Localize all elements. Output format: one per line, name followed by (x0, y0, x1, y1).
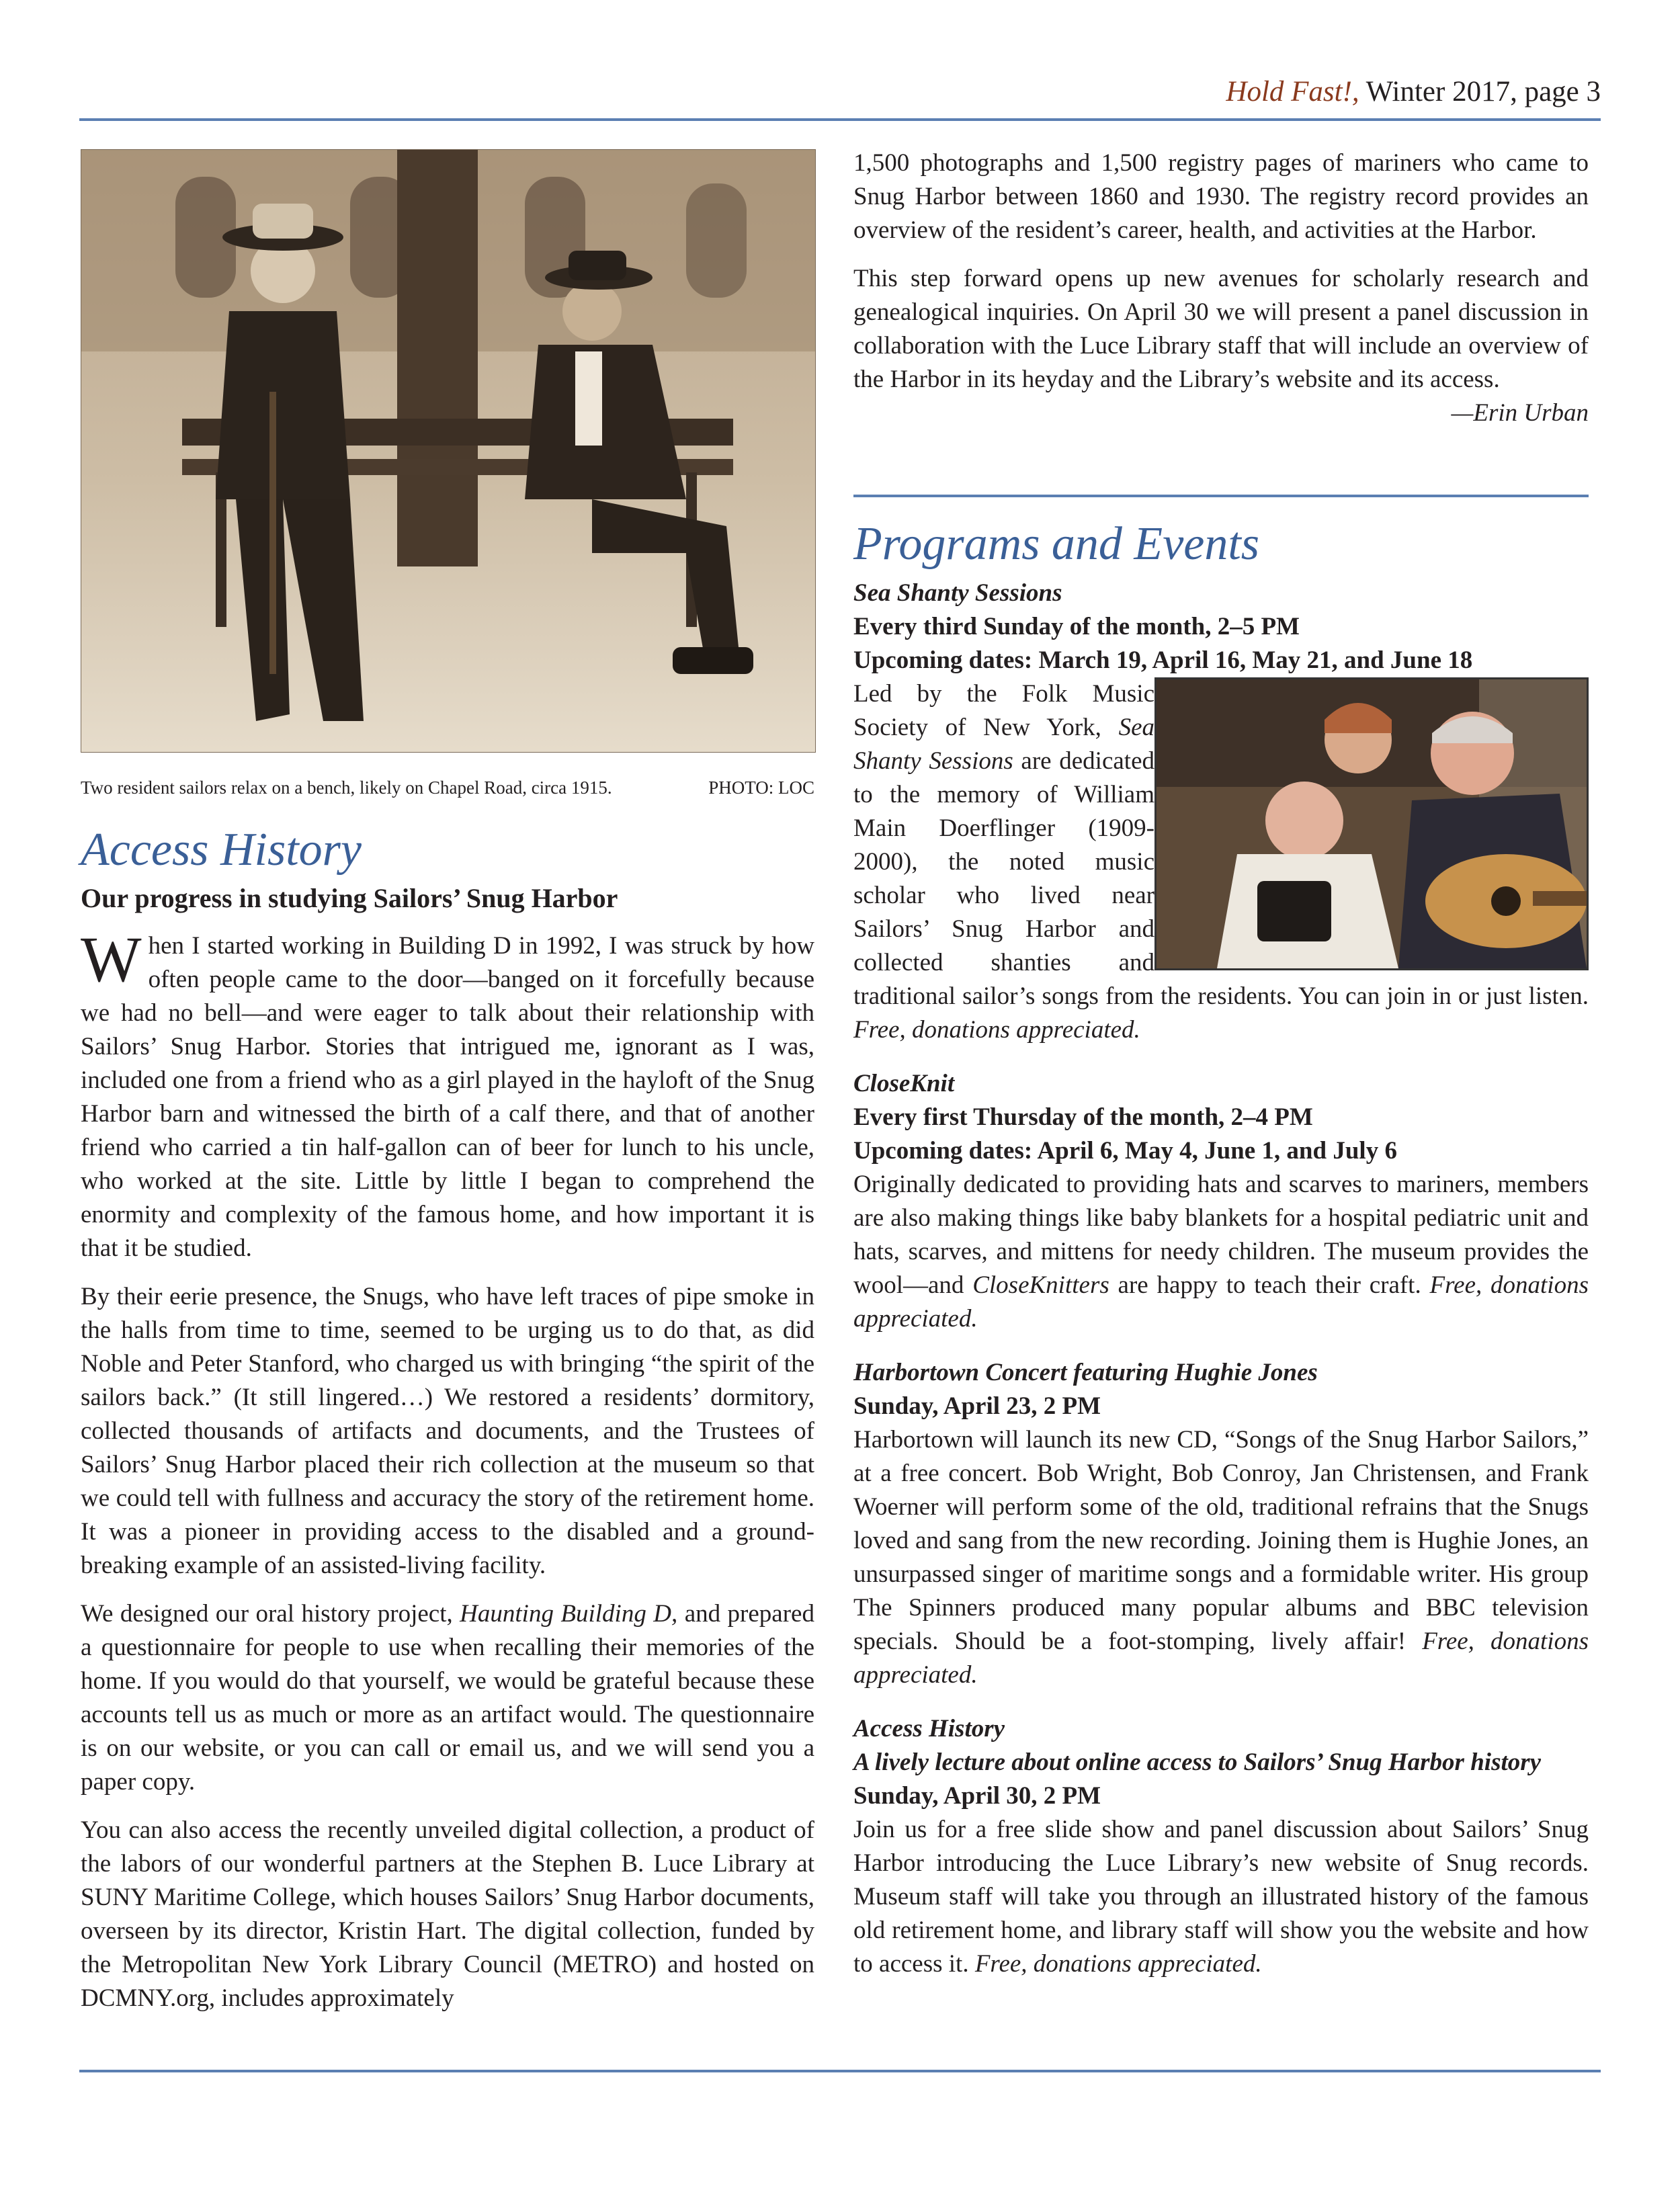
event-schedule: Every first Thursday of the month, 2–4 PM (853, 1103, 1313, 1131)
event-name: Sea Shanty Sessions (853, 579, 1062, 607)
event-description: Join us for a free slide show and panel discussion about Sailors’ Snug Harbor introducing the Luce Library’s new website of Snug records. Museum staff will take you through an illustrated history of the famous old retirement home, and library staff will show you the website and how to access it. Free, donations appreciated. (853, 1816, 1589, 1978)
access-history-title: Access History (81, 824, 362, 876)
photo-credit: PHOTO: LOC (708, 777, 814, 798)
event-dates: Upcoming dates: April 6, May 4, June 1, and July 6 (853, 1137, 1397, 1165)
section-rule (853, 495, 1589, 497)
publication-name: Hold Fast!, (1226, 76, 1359, 108)
programs-section (853, 517, 1589, 2001)
event-name: Harbortown Concert featuring Hughie Jones (853, 1359, 1318, 1386)
footer-rule (79, 2070, 1601, 2072)
event-subtitle: A lively lecture about online access to Sailors’ Snug Harbor history (853, 1749, 1542, 1776)
event-description: Led by the Folk Music Society of New York, Sea Shanty Sessions are dedicated to the memory of William Main Doerflinger (1909-2000), the noted music scholar who lived near Sailors’ Snug Harbor and collected shanties and traditional sailor’s songs from the residents. You can join in or just listen. Free, donations appreciated. (853, 680, 1589, 1044)
event-description: Harbortown will launch its new CD, “Songs of the Snug Harbor Sailors,” at a free concert. Bob Wright, Bob Conroy, Jan Christensen, and Frank Woerner will perform some of the old, traditional refrains that the Snugs loved and sang from the new recording. Joining them is Hughie Jones, an unsurpassed singer of maritime songs and a formidable writer. His group The Spinners produced many popular albums and BBC television specials. Should be a foot-stomping, lively affair! Free, donations appreciated. (853, 1426, 1589, 1689)
event-sea-shanty (853, 577, 1589, 1047)
access-history-article (81, 823, 814, 2030)
musicians-photo (1154, 677, 1589, 970)
programs-title: Programs and Events (853, 518, 1260, 570)
photo-caption: Two resident sailors relax on a bench, likely on Chapel Road, circa 1915. (81, 777, 612, 798)
paragraph-4: You can also access the recently unveiled digital collection, a product of the labors of our wonderful partners at the Stephen B. Luce Library at SUNY Maritime College, which houses Sailors’ Snug Harbor documents, overseen by its director, Kristin Hart. The digital collection, funded by the Metropolitan New York Library Council (METRO) and hosted on DCMNY.org, includes approximately (81, 1816, 814, 2012)
photo-caption-row (81, 776, 814, 799)
sailors-bench-photo (81, 149, 816, 753)
paragraph-2: By their eerie presence, the Snugs, who have left traces of pipe smoke in the halls from time to time, seemed to be urging us to do that, as did Noble and Peter Stanford, who charged us with bringing “the spirit of the sailors back.” (It still lingered…) We restored a residents’ dormitory, collected thousands of artifacts and documents, and the Trustees of Sailors’ Snug Harbor placed their rich collection at the museum so that we could tell with fullness and accuracy the story of the retirement home. It was a pioneer in providing access to the disabled and a ground-breaking example of an assisted-living facility. (81, 1283, 814, 1579)
event-description: Originally dedicated to providing hats and scarves to mariners, members are also making things like baby blankets for a hospital pediatric unit and hats, scarves, and mittens for needy children. The museum provides the wool—and CloseKnitters are happy to teach their craft. Free, donations appreciated. (853, 1171, 1589, 1333)
event-name: Access History (853, 1715, 1005, 1742)
access-history-continued (853, 146, 1589, 430)
event-schedule: Sunday, April 23, 2 PM (853, 1392, 1101, 1420)
issue-info: Winter 2017, page 3 (1359, 76, 1601, 108)
drop-cap: W (81, 923, 142, 995)
paragraph-1: When I started working in Building D in 1992, I was struck by how often people came to the door—banged on it forcefully because we had no bell—and were eager to talk about their relationship with Sailors’ Snug Harbor. Stories that intrigued me, ignorant as I was, included one from a friend who as a girl played in the hayloft of the Snug Harbor barn and witnessed the birth of a calf there, and that of another friend who carried a tin half-gallon can of beer for lunch to his uncle, who worked at the site. Little by little I began to comprehend the enormity and complexity of the famous home, and how important it is that it be studied. (81, 923, 814, 1262)
continued-paragraph-1: 1,500 photographs and 1,500 registry pages of mariners who came to Snug Harbor between 1860 and 1930. The registry record provides an overview of the resident’s career, health, and activities at the Harbor. (853, 149, 1589, 244)
event-access-history-lecture (853, 1712, 1589, 1981)
page-header (79, 75, 1601, 118)
header-rule (79, 118, 1601, 121)
event-closeknit (853, 1067, 1589, 1336)
continued-paragraph-2: This step forward opens up new avenues for scholarly research and genealogical inquiries. On April 30 we will present a panel discussion in collaboration with the Luce Library staff that will include an overview of the Harbor in its heyday and the Library’s website and its access. (853, 265, 1589, 393)
event-schedule: Every third Sunday of the month, 2–5 PM (853, 613, 1300, 640)
event-name: CloseKnit (853, 1070, 955, 1097)
event-schedule: Sunday, April 30, 2 PM (853, 1782, 1101, 1810)
paragraph-3: We designed our oral history project, Haunting Building D, and prepared a questionnaire for people to use when recalling their memories of the home. If you would do that yourself, we would be grateful because these accounts tell us as much or more as an artifact would. The questionnaire is on our website, or you can call or email us, and we will send you a paper copy. (81, 1600, 814, 1796)
access-history-subtitle: Our progress in studying Sailors’ Snug Harbor (81, 883, 618, 913)
event-dates: Upcoming dates: March 19, April 16, May 21, and June 18 (853, 646, 1473, 674)
event-harbortown-concert (853, 1356, 1589, 1692)
author-signature: —Erin Urban (1451, 399, 1589, 427)
